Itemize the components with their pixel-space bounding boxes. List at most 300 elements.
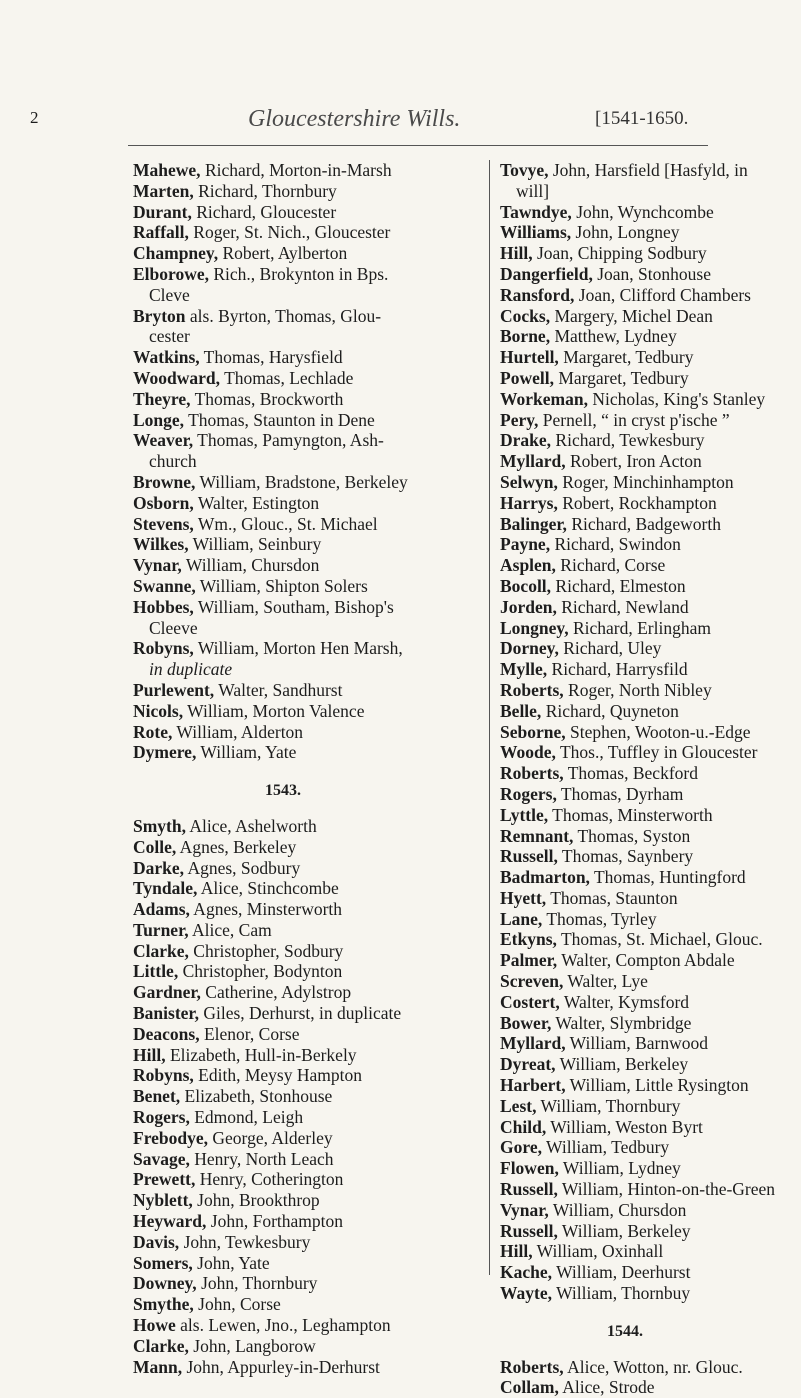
- will-entry: [133, 961, 478, 982]
- will-entry: [500, 971, 800, 992]
- entry-details: John, Thornbury: [196, 1273, 318, 1294]
- entry-details: William, Alderton: [172, 721, 304, 742]
- entry-surname: Turner,: [133, 919, 189, 940]
- entry-details: Richard, Harrysfild: [547, 659, 688, 680]
- entry-surname: Costert,: [500, 991, 560, 1012]
- will-entry: [500, 472, 800, 493]
- entry-details: Roger, North Nibley: [563, 679, 712, 700]
- will-entry: [133, 514, 478, 535]
- entry-details: Thomas, Dyrham: [556, 783, 684, 804]
- entry-surname: Frebodye,: [133, 1127, 209, 1148]
- entry-details: Richard, Morton-in-Marsh: [200, 160, 392, 180]
- entry-details: Elizabeth, Stonhouse: [180, 1086, 333, 1107]
- entry-details: William, Little Rysington: [565, 1075, 749, 1096]
- entry-details: William, Tedbury: [541, 1137, 670, 1158]
- entry-details: George, Alderley: [208, 1127, 333, 1148]
- will-entry: [500, 264, 800, 285]
- left-entries-1543: [133, 816, 478, 1378]
- entry-details: Margaret, Tedbury: [553, 367, 689, 388]
- page-header: [0, 0, 801, 46]
- entry-surname: Selwyn,: [500, 471, 558, 492]
- entry-details: William, Oxinhall: [532, 1241, 664, 1262]
- entry-surname: Davis,: [133, 1231, 180, 1252]
- entry-surname: Hyett,: [500, 887, 547, 908]
- entry-surname: Downey,: [133, 1273, 197, 1294]
- entry-details: William, Weston Byrt: [546, 1116, 703, 1137]
- will-entry: [500, 638, 800, 659]
- entry-surname: Somers,: [133, 1252, 193, 1273]
- will-entry: [133, 941, 478, 962]
- entry-details: Margery, Michel Dean: [550, 305, 713, 326]
- entry-surname: Vynar,: [133, 555, 182, 576]
- entry-surname: Williams,: [500, 222, 572, 243]
- entry-surname: Smyth,: [133, 815, 186, 836]
- year-heading-1544: 1544.: [607, 1322, 643, 1340]
- entry-surname: Palmer,: [500, 950, 558, 971]
- entry-details: Edmond, Leigh: [189, 1107, 304, 1128]
- will-entry: [133, 576, 478, 597]
- entry-details: Elizabeth, Hull-in-Berkely: [165, 1044, 357, 1065]
- will-entry: [133, 160, 478, 181]
- entry-surname: Etkyns,: [500, 929, 557, 950]
- right-column: [500, 160, 800, 1398]
- entry-surname: Mylle,: [500, 659, 548, 680]
- will-entry: [500, 1283, 800, 1304]
- entry-details: Walter, Kymsford: [559, 991, 690, 1012]
- entry-surname: Woodward,: [133, 367, 221, 388]
- will-entry: [133, 1045, 478, 1066]
- entry-details: Thomas, Lechlade: [220, 367, 354, 388]
- entry-details: William, Deerhurst: [552, 1262, 691, 1283]
- entry-surname: Wilkes,: [133, 534, 189, 555]
- entry-surname: Flowen,: [500, 1158, 559, 1179]
- entry-surname: Roberts,: [500, 1356, 564, 1377]
- will-entry: [500, 410, 800, 431]
- entry-details: Richard, Uley: [558, 638, 662, 659]
- entry-surname: Asplen,: [500, 555, 556, 576]
- will-entry: [133, 1253, 478, 1274]
- entry-continuation: cester: [149, 326, 190, 347]
- entry-surname: Purlewent,: [133, 679, 215, 700]
- will-entry: [500, 680, 800, 701]
- entry-surname: Robyns,: [133, 638, 194, 659]
- entry-details: William, Shipton Solers: [195, 575, 368, 596]
- entry-details: Thomas, Staunton in Dene: [184, 409, 375, 430]
- entry-surname: Howe: [133, 1315, 176, 1336]
- entry-surname: Harbert,: [500, 1075, 566, 1096]
- entry-details: John, Forthampton: [206, 1211, 344, 1232]
- will-entry: [133, 722, 478, 743]
- entry-surname: Longe,: [133, 409, 185, 430]
- will-entry: [500, 1054, 800, 1075]
- entry-details: John, Yate: [192, 1252, 270, 1273]
- entry-details: Henry, Cotherington: [195, 1169, 344, 1190]
- will-entry: [133, 680, 478, 701]
- will-entry: [133, 816, 478, 837]
- entry-details: Wm., Glouc., St. Michael: [193, 513, 378, 534]
- will-entry: [133, 222, 478, 243]
- entry-surname: Bryton: [133, 305, 186, 326]
- entry-surname: Nyblett,: [133, 1190, 193, 1211]
- entry-surname: Mann,: [133, 1356, 183, 1377]
- entry-surname: Tawndye,: [500, 201, 572, 222]
- entry-details: William, Berkeley: [555, 1054, 689, 1075]
- will-entry: [133, 1128, 478, 1149]
- will-entry: [500, 1179, 800, 1200]
- entry-surname: Dorney,: [500, 638, 559, 659]
- will-entry: [133, 347, 478, 368]
- will-entry: [133, 202, 478, 223]
- will-entry: [500, 160, 800, 202]
- entry-surname: Osborn,: [133, 492, 194, 513]
- entry-details: William, Chursdon: [181, 555, 320, 576]
- will-entry: [133, 1211, 478, 1232]
- entry-details: Henry, North Leach: [189, 1148, 334, 1169]
- entry-details: Joan, Stonhouse: [592, 263, 711, 284]
- entry-surname: Raffall,: [133, 222, 189, 243]
- will-entry: [500, 1075, 800, 1096]
- will-entry: [500, 347, 800, 368]
- entry-details: Alice, Strode: [558, 1377, 655, 1398]
- entry-details: Margaret, Tedbury: [558, 347, 694, 368]
- will-entry: [500, 1221, 800, 1242]
- will-entry: [133, 1336, 478, 1357]
- entry-details: Thomas, Saynbery: [557, 846, 694, 867]
- entry-details: Alice, Cam: [188, 919, 272, 940]
- will-entry: [133, 1294, 478, 1315]
- entry-surname: Swanne,: [133, 575, 196, 596]
- entry-surname: Stevens,: [133, 513, 194, 534]
- entry-details: Pernell, “ in cryst p'ische ”: [538, 409, 730, 430]
- will-entry: [500, 826, 800, 847]
- will-entry: [133, 306, 478, 348]
- will-entry: [133, 472, 478, 493]
- will-entry: [500, 701, 800, 722]
- entry-details: Roger, Minchinhampton: [557, 471, 734, 492]
- entry-details: Elenor, Corse: [199, 1023, 300, 1044]
- entry-surname: Woode,: [500, 742, 556, 763]
- entry-surname: Smythe,: [133, 1294, 194, 1315]
- entry-details: Robert, Iron Acton: [565, 451, 702, 472]
- entry-surname: Dymere,: [133, 742, 197, 763]
- entry-surname: Remnant,: [500, 825, 574, 846]
- will-entry: [500, 514, 800, 535]
- will-entry: [500, 805, 800, 826]
- will-entry: [133, 837, 478, 858]
- entry-details: Thomas, Pamyngton, Ash-: [193, 430, 384, 451]
- will-entry: [133, 742, 478, 763]
- left-entries-1542: [133, 160, 478, 763]
- entry-details: William, Berkeley: [557, 1220, 691, 1241]
- entry-details: John, Brookthrop: [192, 1190, 320, 1211]
- will-entry: [133, 1107, 478, 1128]
- entry-surname: Browne,: [133, 471, 196, 492]
- entry-surname: Balinger,: [500, 513, 567, 534]
- will-entry: [133, 920, 478, 941]
- will-entry: [500, 1033, 800, 1054]
- entry-details: Thomas, Syston: [573, 825, 691, 846]
- entry-continuation: church: [149, 451, 197, 472]
- entry-details: als. Byrton, Thomas, Glou-: [185, 305, 382, 326]
- entry-surname: Borne,: [500, 326, 551, 347]
- will-entry: [500, 909, 800, 930]
- entry-surname: Roberts,: [500, 679, 564, 700]
- entry-surname: Weaver,: [133, 430, 194, 451]
- entry-surname: Adams,: [133, 899, 190, 920]
- entry-surname: Dangerfield,: [500, 263, 593, 284]
- entry-details: Richard, Newland: [556, 596, 689, 617]
- will-entry: [500, 1158, 800, 1179]
- entry-details: Walter, Sandhurst: [214, 679, 343, 700]
- will-entry: [500, 1200, 800, 1221]
- entry-surname: Hill,: [500, 243, 533, 264]
- will-entry: [133, 1232, 478, 1253]
- entry-surname: Badmarton,: [500, 867, 590, 888]
- entry-details: Thomas, Staunton: [546, 887, 678, 908]
- will-entry: [500, 326, 800, 347]
- entry-details: Thos., Tuffley in Gloucester: [555, 742, 758, 763]
- will-entry: [500, 1241, 800, 1262]
- entry-details: William, Seinbury: [188, 534, 322, 555]
- entry-details: Robert, Rockhampton: [557, 492, 717, 513]
- will-entry: [500, 784, 800, 805]
- will-entry: [133, 430, 478, 472]
- entry-details: Richard, Badgeworth: [566, 513, 721, 534]
- entry-details: Edith, Meysy Hampton: [193, 1065, 362, 1086]
- entry-surname: Rote,: [133, 721, 173, 742]
- entry-details: Robert, Aylberton: [218, 243, 348, 264]
- will-entry: [133, 878, 478, 899]
- will-entry: [500, 202, 800, 223]
- will-entry: [500, 430, 800, 451]
- entry-details: Richard, Gloucester: [191, 201, 337, 222]
- will-entry: [500, 742, 800, 763]
- entry-surname: Wayte,: [500, 1283, 553, 1304]
- will-entry: [500, 867, 800, 888]
- will-entry: [500, 1096, 800, 1117]
- entry-details: Thomas, Tyrley: [542, 908, 657, 929]
- will-entry: [133, 243, 478, 264]
- entry-details: John, Harsfield [Hasfyld, in: [548, 160, 748, 180]
- will-entry: [500, 389, 800, 410]
- running-title: Gloucestershire Wills.: [248, 106, 461, 132]
- entry-details: Rich., Brokynton in Bps.: [209, 263, 389, 284]
- entry-details: Richard, Elmeston: [551, 575, 686, 596]
- entry-details: Thomas, Harysfield: [199, 347, 343, 368]
- entry-surname: Powell,: [500, 367, 554, 388]
- entry-surname: Hurtell,: [500, 347, 559, 368]
- entry-details: Walter, Estington: [193, 492, 320, 513]
- entry-details: Richard, Quyneton: [541, 700, 679, 721]
- entry-details: Richard, Thornbury: [193, 180, 337, 201]
- entry-surname: Mahewe,: [133, 160, 201, 180]
- will-entry: [500, 1117, 800, 1138]
- entry-surname: Rogers,: [133, 1107, 190, 1128]
- entry-surname: Harrys,: [500, 492, 558, 513]
- entry-details: Walter, Slymbridge: [551, 1012, 692, 1033]
- will-entry: [500, 722, 800, 743]
- date-range: [1541-1650.: [595, 108, 689, 129]
- entry-surname: Colle,: [133, 836, 177, 857]
- entry-surname: Russell,: [500, 846, 558, 867]
- will-entry: [133, 638, 478, 680]
- entry-surname: Benet,: [133, 1086, 181, 1107]
- entry-details: Thomas, Beckford: [563, 763, 698, 784]
- entry-surname: Longney,: [500, 617, 569, 638]
- entry-details: Thomas, St. Michael, Glouc.: [556, 929, 763, 950]
- entry-surname: Bocoll,: [500, 575, 552, 596]
- entry-surname: Drake,: [500, 430, 552, 451]
- will-entry: [133, 899, 478, 920]
- entry-surname: Payne,: [500, 534, 551, 555]
- entry-details: John, Tewkesbury: [179, 1231, 311, 1252]
- entry-surname: Clarke,: [133, 1335, 189, 1356]
- entry-details: John, Corse: [193, 1294, 281, 1315]
- will-entry: [500, 576, 800, 597]
- will-entry: [133, 1357, 478, 1378]
- entry-surname: Kache,: [500, 1262, 553, 1283]
- right-entries-1544: [500, 1357, 800, 1398]
- will-entry: [500, 493, 800, 514]
- will-entry: [133, 410, 478, 431]
- will-entry: [500, 597, 800, 618]
- will-entry: [133, 1003, 478, 1024]
- entry-surname: Tyndale,: [133, 878, 198, 899]
- entry-details: Alice, Ashelworth: [186, 815, 317, 836]
- entry-surname: Rogers,: [500, 783, 557, 804]
- entry-surname: Seborne,: [500, 721, 566, 742]
- entry-details: William, Morton Hen Marsh,: [193, 638, 403, 659]
- entry-details: Nicholas, King's Stanley: [588, 388, 766, 409]
- will-entry: [133, 597, 478, 639]
- entry-surname: Watkins,: [133, 347, 200, 368]
- entry-surname: Cocks,: [500, 305, 551, 326]
- entry-surname: Prewett,: [133, 1169, 196, 1190]
- entry-surname: Ransford,: [500, 284, 575, 305]
- will-entry: [500, 306, 800, 327]
- entry-details: William, Thornbury: [536, 1095, 681, 1116]
- will-entry: [133, 1065, 478, 1086]
- will-entry: [133, 1169, 478, 1190]
- will-entry: [500, 534, 800, 555]
- entry-surname: Hill,: [133, 1044, 166, 1065]
- will-entry: [500, 451, 800, 472]
- entry-details: Alice, Stinchcombe: [197, 878, 339, 899]
- entry-details: Giles, Derhurst, in duplicate: [198, 1003, 402, 1024]
- entry-details: Joan, Chipping Sodbury: [532, 243, 707, 264]
- will-entry: [500, 285, 800, 306]
- entry-surname: Collam,: [500, 1377, 559, 1398]
- entry-surname: Theyre,: [133, 388, 191, 409]
- entry-details: Christopher, Sodbury: [188, 940, 344, 961]
- entry-surname: Gore,: [500, 1137, 542, 1158]
- entry-details: Stephen, Wooton-u.-Edge: [565, 721, 751, 742]
- entry-details: William, Lydney: [558, 1158, 681, 1179]
- entry-surname: Lyttle,: [500, 804, 549, 825]
- entry-details: Roger, St. Nich., Gloucester: [188, 222, 391, 243]
- entry-surname: Tovye,: [500, 160, 549, 180]
- entry-details: John, Longney: [571, 222, 680, 243]
- will-entry: [133, 701, 478, 722]
- entry-details: Walter, Lye: [563, 971, 648, 992]
- will-entry: [133, 1086, 478, 1107]
- entry-surname: Banister,: [133, 1003, 199, 1024]
- entry-surname: Jorden,: [500, 596, 557, 617]
- entry-details: John, Langborow: [188, 1335, 316, 1356]
- entry-surname: Deacons,: [133, 1023, 200, 1044]
- right-entries-1543: [500, 160, 800, 1304]
- entry-details: Richard, Tewkesbury: [551, 430, 705, 451]
- will-entry: [500, 618, 800, 639]
- entry-details: Joan, Clifford Chambers: [574, 284, 751, 305]
- entry-surname: Pery,: [500, 409, 539, 430]
- entry-surname: Elborowe,: [133, 263, 209, 284]
- will-entry: [133, 493, 478, 514]
- entry-surname: Marten,: [133, 180, 194, 201]
- will-entry: [500, 846, 800, 867]
- entry-details: Richard, Swindon: [550, 534, 681, 555]
- will-entry: [133, 181, 478, 202]
- entry-details: Thomas, Brockworth: [190, 388, 344, 409]
- entry-surname: Screven,: [500, 971, 564, 992]
- entry-details: Walter, Compton Abdale: [557, 950, 735, 971]
- entry-details: Thomas, Huntingford: [589, 867, 746, 888]
- entry-surname: Darke,: [133, 857, 185, 878]
- column-divider: [489, 160, 490, 1275]
- entry-details: als. Lewen, Jno., Leghampton: [175, 1315, 391, 1336]
- will-entry: [500, 992, 800, 1013]
- will-entry: [500, 888, 800, 909]
- entry-continuation: Cleeve: [149, 617, 198, 638]
- will-entry: [500, 1013, 800, 1034]
- entry-details: Catherine, Adylstrop: [200, 982, 352, 1003]
- entry-surname: Little,: [133, 961, 179, 982]
- entry-surname: Bower,: [500, 1012, 552, 1033]
- will-entry: [133, 264, 478, 306]
- entry-details: William, Morton Valence: [183, 700, 365, 721]
- will-entry: [133, 1190, 478, 1211]
- entry-details: William, Barnwood: [565, 1033, 708, 1054]
- entry-details: Alice, Wotton, nr. Glouc.: [563, 1356, 743, 1377]
- will-entry: [500, 1137, 800, 1158]
- entry-surname: Robyns,: [133, 1065, 194, 1086]
- entry-surname: Nicols,: [133, 700, 184, 721]
- entry-surname: Belle,: [500, 700, 542, 721]
- will-entry: [500, 929, 800, 950]
- will-entry: [500, 763, 800, 784]
- entry-surname: Heyward,: [133, 1211, 207, 1232]
- entry-surname: Hill,: [500, 1241, 533, 1262]
- will-entry: [133, 858, 478, 879]
- year-heading-1543: 1543.: [265, 782, 301, 800]
- entry-details: John, Appurley-in-Derhurst: [182, 1356, 380, 1377]
- entry-surname: Myllard,: [500, 451, 566, 472]
- will-entry: [133, 982, 478, 1003]
- entry-details: William, Southam, Bishop's: [193, 596, 394, 617]
- entry-details: Christopher, Bodynton: [178, 961, 343, 982]
- will-entry: [500, 555, 800, 576]
- entry-surname: Russell,: [500, 1179, 558, 1200]
- entry-continuation: will]: [516, 180, 550, 201]
- entry-details: Agnes, Berkeley: [176, 836, 297, 857]
- will-entry: [500, 1377, 800, 1398]
- left-column: [133, 160, 478, 1377]
- entry-surname: Lest,: [500, 1095, 537, 1116]
- entry-surname: Roberts,: [500, 763, 564, 784]
- entry-details: Matthew, Lydney: [550, 326, 677, 347]
- will-entry: [500, 222, 800, 243]
- entry-surname: Gardner,: [133, 982, 201, 1003]
